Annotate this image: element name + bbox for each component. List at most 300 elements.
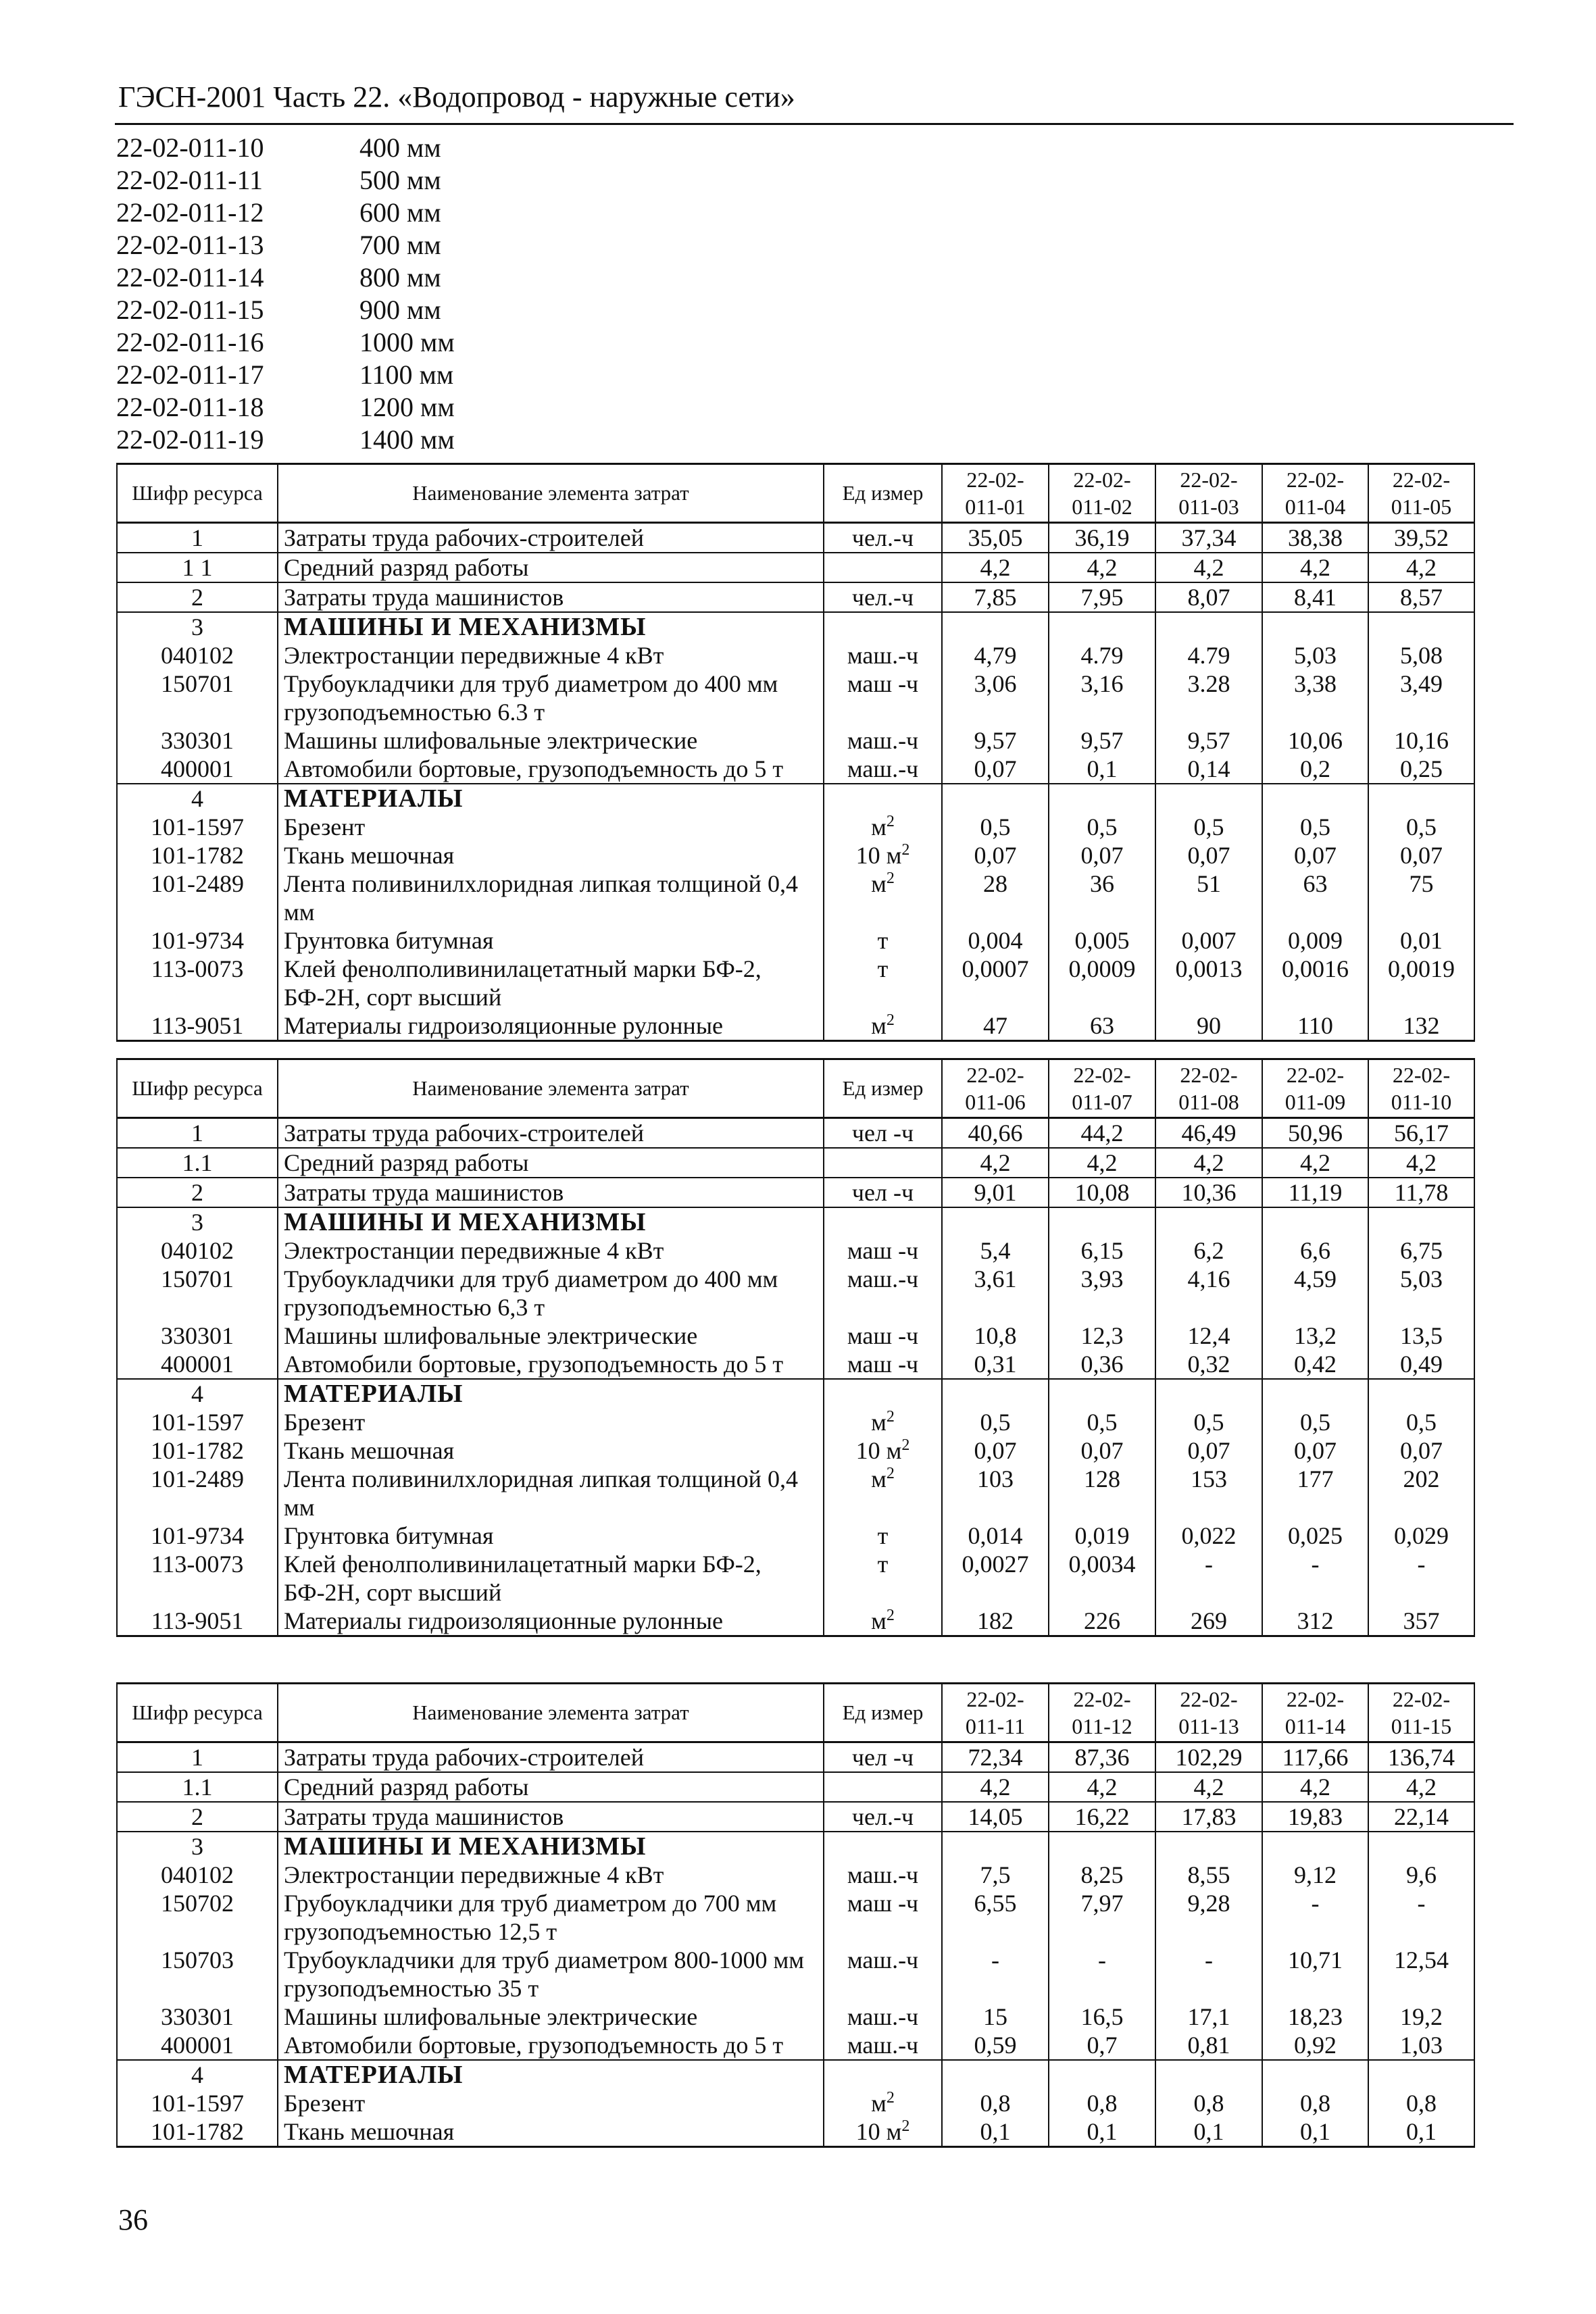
norm-value: 0,59 xyxy=(942,2031,1049,2060)
norm-value: 9,57 xyxy=(942,726,1049,755)
resource-cipher: 400001 xyxy=(117,755,278,784)
norm-value: 35,05 xyxy=(942,523,1049,553)
table-row xyxy=(117,870,1474,926)
norm-value: - xyxy=(1262,1550,1368,1607)
unit-of-measure xyxy=(824,1265,942,1322)
norm-value: 36,19 xyxy=(1049,523,1155,553)
resource-cipher: 4 xyxy=(117,784,278,813)
table-row xyxy=(117,1946,1474,2003)
unit-text: 10 м xyxy=(855,842,902,869)
norm-value: 37,34 xyxy=(1155,523,1262,553)
unit-of-measure xyxy=(824,1742,942,1773)
resource-cipher: 150701 xyxy=(117,1265,278,1322)
page-header xyxy=(118,80,1470,115)
norm-value: 4,79 xyxy=(942,641,1049,670)
norm-value xyxy=(1262,612,1368,641)
resource-name: МАШИНЫ И МЕХАНИЗМЫ xyxy=(278,1832,824,1861)
pipe-diameter: 1400 мм xyxy=(359,424,455,455)
norm-value: 8,07 xyxy=(1155,582,1262,612)
unit-of-measure xyxy=(824,726,942,755)
resource-name: Автомобили бортовые, грузоподъемность до 5 т xyxy=(278,755,824,784)
norm-value: 0,25 xyxy=(1368,755,1474,784)
norm-value: 128 xyxy=(1049,1465,1155,1521)
norm-value: 0,0019 xyxy=(1368,955,1474,1011)
table-row xyxy=(117,813,1474,841)
norm-value: 8,55 xyxy=(1155,1861,1262,1889)
unit-text: маш.-ч xyxy=(847,1946,919,1973)
norm-value: 75 xyxy=(1368,870,1474,926)
norm-value: 177 xyxy=(1262,1465,1368,1521)
resource-cipher: 330301 xyxy=(117,2003,278,2031)
norm-value xyxy=(1155,612,1262,641)
resource-cipher: 2 xyxy=(117,582,278,612)
pipe-diameter: 900 мм xyxy=(359,295,441,325)
resource-cipher: 040102 xyxy=(117,1236,278,1265)
unit-of-measure xyxy=(824,1861,942,1889)
column-code-line1: 22-02- xyxy=(1180,1687,1238,1711)
norm-value: 39,52 xyxy=(1368,523,1474,553)
table-row xyxy=(117,2117,1474,2147)
unit-text: чел.-ч xyxy=(851,524,914,551)
norm-value: 17,1 xyxy=(1155,2003,1262,2031)
table-header xyxy=(117,464,1474,523)
column-code-line2: 011-01 xyxy=(965,495,1026,519)
norm-value: 0,07 xyxy=(1262,841,1368,870)
header-unit: Ед измер xyxy=(824,1059,942,1118)
column-code-line1: 22-02- xyxy=(1392,468,1451,492)
resource-name: Автомобили бортовые, грузоподъемность до 5 т xyxy=(278,1350,824,1379)
norm-value: 40,66 xyxy=(942,1118,1049,1149)
resource-cipher: 101-1782 xyxy=(117,2117,278,2147)
unit-text: чел -ч xyxy=(851,1744,914,1771)
norm-value: 10,8 xyxy=(942,1322,1049,1350)
resource-cipher: 4 xyxy=(117,2060,278,2089)
norm-value: 0,1 xyxy=(1368,2117,1474,2147)
column-code-line2: 011-13 xyxy=(1178,1714,1239,1738)
table-row xyxy=(117,553,1474,582)
column-code-line1: 22-02- xyxy=(1073,1687,1131,1711)
resource-cipher: 113-0073 xyxy=(117,1550,278,1607)
norm-value: 7,95 xyxy=(1049,582,1155,612)
column-code-line2: 011-08 xyxy=(1178,1090,1239,1114)
header-column-code xyxy=(1155,1684,1262,1742)
unit-of-measure xyxy=(824,2060,942,2089)
norm-value: 0,07 xyxy=(1049,841,1155,870)
norm-value: 0,5 xyxy=(1155,813,1262,841)
unit-of-measure xyxy=(824,1772,942,1802)
norm-value: 0,0016 xyxy=(1262,955,1368,1011)
table-row xyxy=(117,1607,1474,1636)
norm-value: 0,5 xyxy=(1049,1408,1155,1436)
norm-value: 9,57 xyxy=(1049,726,1155,755)
header-row xyxy=(117,1684,1474,1742)
header-row xyxy=(117,1059,1474,1118)
unit-of-measure xyxy=(824,2003,942,2031)
resource-table-1 xyxy=(116,463,1475,1042)
norm-value: 6,55 xyxy=(942,1889,1049,1946)
norm-value: 0,5 xyxy=(1368,813,1474,841)
table-row xyxy=(117,1742,1474,1773)
norm-value: 9,6 xyxy=(1368,1861,1474,1889)
unit-superscript: 2 xyxy=(901,841,910,859)
resource-cipher: 1.1 xyxy=(117,1148,278,1178)
unit-of-measure xyxy=(824,1946,942,2003)
resource-cipher: 101-1597 xyxy=(117,813,278,841)
norm-value: 16,22 xyxy=(1049,1802,1155,1832)
norm-value: 0,07 xyxy=(1155,1436,1262,1465)
norm-value: 13,5 xyxy=(1368,1322,1474,1350)
unit-text: 10 м xyxy=(855,1437,902,1464)
header-name: Наименование элемента затрат xyxy=(278,1684,824,1742)
unit-text: т xyxy=(877,1522,889,1549)
norm-value: 0,07 xyxy=(1368,841,1474,870)
norm-value: 11,78 xyxy=(1368,1178,1474,1207)
unit-of-measure xyxy=(824,2089,942,2117)
table-header xyxy=(117,1059,1474,1118)
section-row xyxy=(117,1379,1474,1408)
resource-name: Грубоукладчики для труб диаметром до 700 мм грузоподъемностью 12,5 т xyxy=(278,1889,824,1946)
resource-cipher: 113-0073 xyxy=(117,955,278,1011)
unit-of-measure xyxy=(824,641,942,670)
column-code-line1: 22-02- xyxy=(1286,1063,1345,1087)
table-row xyxy=(117,1802,1474,1832)
unit-of-measure xyxy=(824,1550,942,1607)
column-code-line2: 011-03 xyxy=(1178,495,1239,519)
code: 22-02-011-10 xyxy=(116,132,264,163)
norm-value: 0,014 xyxy=(942,1521,1049,1550)
resource-cipher: 400001 xyxy=(117,2031,278,2060)
resource-name: МАТЕРИАЛЫ xyxy=(278,2060,824,2089)
norm-value: 0,42 xyxy=(1262,1350,1368,1379)
resource-cipher: 3 xyxy=(117,1832,278,1861)
pipe-diameter: 600 мм xyxy=(359,197,441,228)
norm-value: 90 xyxy=(1155,1011,1262,1041)
norm-value: 3,06 xyxy=(942,670,1049,726)
norm-value: 0,49 xyxy=(1368,1350,1474,1379)
norm-value: 4,2 xyxy=(1368,1148,1474,1178)
norm-value: - xyxy=(1368,1889,1474,1946)
resource-name: Затраты труда машинистов xyxy=(278,1178,824,1207)
norm-value: 8,25 xyxy=(1049,1861,1155,1889)
table-row xyxy=(117,755,1474,784)
pipe-diameter: 500 мм xyxy=(359,165,441,195)
norm-value: 4,2 xyxy=(1155,553,1262,582)
norm-value: 12,3 xyxy=(1049,1322,1155,1350)
norm-value: 0,5 xyxy=(1262,1408,1368,1436)
norm-value: 4.79 xyxy=(1155,641,1262,670)
header-column-code xyxy=(1049,464,1155,523)
table-row xyxy=(117,641,1474,670)
resource-cipher: 101-2489 xyxy=(117,1465,278,1521)
norm-value: 6,6 xyxy=(1262,1236,1368,1265)
unit-text: маш.-ч xyxy=(847,642,919,669)
norm-value xyxy=(1262,2060,1368,2089)
table-row xyxy=(117,1118,1474,1149)
header-column-code xyxy=(1262,1684,1368,1742)
unit-of-measure xyxy=(824,1408,942,1436)
resource-name: Брезент xyxy=(278,1408,824,1436)
column-code-line2: 011-12 xyxy=(1072,1714,1132,1738)
code: 22-02-011-13 xyxy=(116,230,264,260)
section-row xyxy=(117,784,1474,813)
table-row xyxy=(117,1350,1474,1379)
unit-of-measure xyxy=(824,1118,942,1149)
unit-superscript: 2 xyxy=(886,1408,895,1426)
norm-value: 38,38 xyxy=(1262,523,1368,553)
norm-value xyxy=(1155,2060,1262,2089)
unit-of-measure xyxy=(824,784,942,813)
unit-of-measure xyxy=(824,523,942,553)
norm-value: 0,1 xyxy=(1049,755,1155,784)
unit-text: маш.-ч xyxy=(847,727,919,754)
column-code-line1: 22-02- xyxy=(1392,1063,1451,1087)
table-row xyxy=(117,1521,1474,1550)
column-code-line2: 011-09 xyxy=(1285,1090,1346,1114)
norm-value: 4,2 xyxy=(1262,553,1368,582)
norm-value: 0,022 xyxy=(1155,1521,1262,1550)
header-column-code xyxy=(1368,464,1474,523)
unit-text: т xyxy=(877,955,889,982)
code: 22-02-011-11 xyxy=(116,165,263,195)
norm-value: 4,2 xyxy=(1049,553,1155,582)
resource-name: МАШИНЫ И МЕХАНИЗМЫ xyxy=(278,1207,824,1236)
norm-value: 0,029 xyxy=(1368,1521,1474,1550)
resource-cipher: 2 xyxy=(117,1178,278,1207)
unit-text: м xyxy=(871,1409,887,1436)
norm-value: 0,004 xyxy=(942,926,1049,955)
header-unit: Ед измер xyxy=(824,464,942,523)
resource-cipher: 1 xyxy=(117,1118,278,1149)
resource-name: Трубоукладчики для труб диаметром до 400 мм грузоподъемностью 6,3 т xyxy=(278,1265,824,1322)
pipe-diameter: 1200 мм xyxy=(359,392,455,422)
column-code-line1: 22-02- xyxy=(966,1063,1024,1087)
resource-cipher: 101-1597 xyxy=(117,2089,278,2117)
norm-value: 153 xyxy=(1155,1465,1262,1521)
resource-name: Ткань мешочная xyxy=(278,2117,824,2147)
header-column-code xyxy=(1368,1684,1474,1742)
unit-text: м xyxy=(871,813,887,840)
pipe-diameter: 1000 мм xyxy=(359,327,455,357)
resource-cipher: 4 xyxy=(117,1379,278,1408)
norm-value: 0,07 xyxy=(1049,1436,1155,1465)
norm-value xyxy=(942,1832,1049,1861)
resource-name: Брезент xyxy=(278,2089,824,2117)
norm-value: - xyxy=(1155,1550,1262,1607)
table-row xyxy=(117,2003,1474,2031)
norm-value: 4,59 xyxy=(1262,1265,1368,1322)
norm-value: 0,0009 xyxy=(1049,955,1155,1011)
header-cipher: Шифр ресурса xyxy=(117,1059,278,1118)
unit-text: маш -ч xyxy=(847,670,919,697)
norm-value: 72,34 xyxy=(942,1742,1049,1773)
resource-name: Ткань мешочная xyxy=(278,841,824,870)
unit-of-measure xyxy=(824,670,942,726)
norm-value: 6,75 xyxy=(1368,1236,1474,1265)
resource-cipher: 150702 xyxy=(117,1889,278,1946)
norm-value: 4,2 xyxy=(942,1772,1049,1802)
norm-value xyxy=(1368,784,1474,813)
unit-text: маш.-ч xyxy=(847,1861,919,1888)
norm-value xyxy=(1155,1207,1262,1236)
norm-value: 0,8 xyxy=(942,2089,1049,2117)
table-row xyxy=(117,726,1474,755)
table-row xyxy=(117,1408,1474,1436)
norm-value: 117,66 xyxy=(1262,1742,1368,1773)
resource-name: Ткань мешочная xyxy=(278,1436,824,1465)
norm-value: 132 xyxy=(1368,1011,1474,1041)
norm-value: 28 xyxy=(942,870,1049,926)
resource-cipher: 040102 xyxy=(117,641,278,670)
unit-of-measure xyxy=(824,755,942,784)
header-column-code xyxy=(942,1684,1049,1742)
unit-of-measure xyxy=(824,1178,942,1207)
table-row xyxy=(117,582,1474,612)
norm-value: 51 xyxy=(1155,870,1262,926)
norm-value: 3.28 xyxy=(1155,670,1262,726)
norm-value: 0,007 xyxy=(1155,926,1262,955)
column-code-line1: 22-02- xyxy=(966,1687,1024,1711)
table-body xyxy=(117,1118,1474,1636)
norm-value: 4,2 xyxy=(1368,553,1474,582)
unit-of-measure xyxy=(824,612,942,641)
resource-cipher: 150701 xyxy=(117,670,278,726)
resource-name: Материалы гидроизоляционные рулонные xyxy=(278,1011,824,1041)
header-column-code xyxy=(1049,1684,1155,1742)
unit-of-measure xyxy=(824,2117,942,2147)
norm-value: 0,31 xyxy=(942,1350,1049,1379)
resource-cipher: 3 xyxy=(117,1207,278,1236)
resource-name: Средний разряд работы xyxy=(278,553,824,582)
norm-value: 0,8 xyxy=(1262,2089,1368,2117)
resource-name: Машины шлифовальные электрические xyxy=(278,2003,824,2031)
resource-cipher: 400001 xyxy=(117,1350,278,1379)
norm-value: 0,025 xyxy=(1262,1521,1368,1550)
resource-name: МАТЕРИАЛЫ xyxy=(278,784,824,813)
table-row xyxy=(117,1265,1474,1322)
norm-value: - xyxy=(1155,1946,1262,2003)
unit-of-measure xyxy=(824,1350,942,1379)
column-code-line1: 22-02- xyxy=(1392,1687,1451,1711)
page-number: 36 xyxy=(118,2203,148,2236)
norm-value xyxy=(942,784,1049,813)
resource-cipher: 101-1597 xyxy=(117,1408,278,1436)
norm-value: 0,8 xyxy=(1368,2089,1474,2117)
header-column-code xyxy=(1368,1059,1474,1118)
norm-value xyxy=(1262,1207,1368,1236)
norm-value: 9,28 xyxy=(1155,1889,1262,1946)
resource-name: Грунтовка битумная xyxy=(278,1521,824,1550)
column-code-line2: 011-02 xyxy=(1072,495,1132,519)
resource-cipher: 101-2489 xyxy=(117,870,278,926)
norm-value: 4,16 xyxy=(1155,1265,1262,1322)
norm-value: 0,0027 xyxy=(942,1550,1049,1607)
norm-value: 9,57 xyxy=(1155,726,1262,755)
resource-name: Электростанции передвижные 4 кВт xyxy=(278,641,824,670)
norm-value: 5,4 xyxy=(942,1236,1049,1265)
unit-of-measure xyxy=(824,1802,942,1832)
norm-value: 4,2 xyxy=(942,1148,1049,1178)
header-column-code xyxy=(1155,464,1262,523)
unit-superscript: 2 xyxy=(901,1436,910,1454)
resource-name: Средний разряд работы xyxy=(278,1148,824,1178)
resource-name: МАТЕРИАЛЫ xyxy=(278,1379,824,1408)
unit-of-measure xyxy=(824,582,942,612)
resource-name: Затраты труда машинистов xyxy=(278,582,824,612)
table-row xyxy=(117,670,1474,726)
header-column-code xyxy=(1262,1059,1368,1118)
pipe-diameter: 700 мм xyxy=(359,230,441,260)
column-code-line2: 011-04 xyxy=(1285,495,1346,519)
unit-superscript: 2 xyxy=(886,870,895,887)
norm-value: 0,5 xyxy=(1262,813,1368,841)
resource-cipher: 330301 xyxy=(117,726,278,755)
norm-value: 10,71 xyxy=(1262,1946,1368,2003)
unit-text: м xyxy=(871,1607,887,1634)
resource-table-3 xyxy=(116,1682,1475,2148)
code: 22-02-011-12 xyxy=(116,197,264,228)
resource-name: Электростанции передвижные 4 кВт xyxy=(278,1236,824,1265)
norm-value: 0,0034 xyxy=(1049,1550,1155,1607)
norm-value: 13,2 xyxy=(1262,1322,1368,1350)
norm-value: 0,92 xyxy=(1262,2031,1368,2060)
unit-of-measure xyxy=(824,1436,942,1465)
unit-text: м xyxy=(871,1012,887,1039)
code: 22-02-011-15 xyxy=(116,295,264,325)
unit-of-measure xyxy=(824,553,942,582)
unit-text: маш.-ч xyxy=(847,2003,919,2030)
norm-value: 0,0007 xyxy=(942,955,1049,1011)
resource-name: Лента поливинилхлоридная липкая толщиной 0,4 мм xyxy=(278,1465,824,1521)
resource-name: Автомобили бортовые, грузоподъемность до 5 т xyxy=(278,2031,824,2060)
norm-value: 3,49 xyxy=(1368,670,1474,726)
code: 22-02-011-18 xyxy=(116,392,264,422)
norm-value: 0,5 xyxy=(1049,813,1155,841)
table-body xyxy=(117,1742,1474,2147)
resource-name: Клей фенолполивинилацетатный марки БФ-2, БФ-2Н, сорт высший xyxy=(278,955,824,1011)
unit-of-measure xyxy=(824,926,942,955)
page-title: ГЭСН-2001 Часть 22. «Водопровод - наружные сети» xyxy=(118,80,795,114)
norm-value: 12,54 xyxy=(1368,1946,1474,2003)
table-row xyxy=(117,955,1474,1011)
unit-of-measure xyxy=(824,1148,942,1178)
column-code-line2: 011-07 xyxy=(1072,1090,1132,1114)
norm-value: 16,5 xyxy=(1049,2003,1155,2031)
norm-value xyxy=(1049,612,1155,641)
norm-value: 0,14 xyxy=(1155,755,1262,784)
norm-value: 19,83 xyxy=(1262,1802,1368,1832)
norm-value: 312 xyxy=(1262,1607,1368,1636)
norm-value xyxy=(1155,1832,1262,1861)
resource-cipher: 101-9734 xyxy=(117,1521,278,1550)
resource-cipher: 330301 xyxy=(117,1322,278,1350)
resource-name: Средний разряд работы xyxy=(278,1772,824,1802)
norm-value: 0,07 xyxy=(942,755,1049,784)
header-rule xyxy=(115,123,1514,125)
norm-value: 4,2 xyxy=(942,553,1049,582)
resource-cipher: 1 xyxy=(117,523,278,553)
norm-value: 0,07 xyxy=(942,841,1049,870)
section-row xyxy=(117,1832,1474,1861)
section-row xyxy=(117,1207,1474,1236)
table-row xyxy=(117,523,1474,553)
unit-text: маш -ч xyxy=(847,1322,919,1349)
header-column-code xyxy=(942,464,1049,523)
norm-value: 226 xyxy=(1049,1607,1155,1636)
norm-value: 110 xyxy=(1262,1011,1368,1041)
norm-value: 3,16 xyxy=(1049,670,1155,726)
unit-text: чел -ч xyxy=(851,1120,914,1147)
norm-value: 9,12 xyxy=(1262,1861,1368,1889)
